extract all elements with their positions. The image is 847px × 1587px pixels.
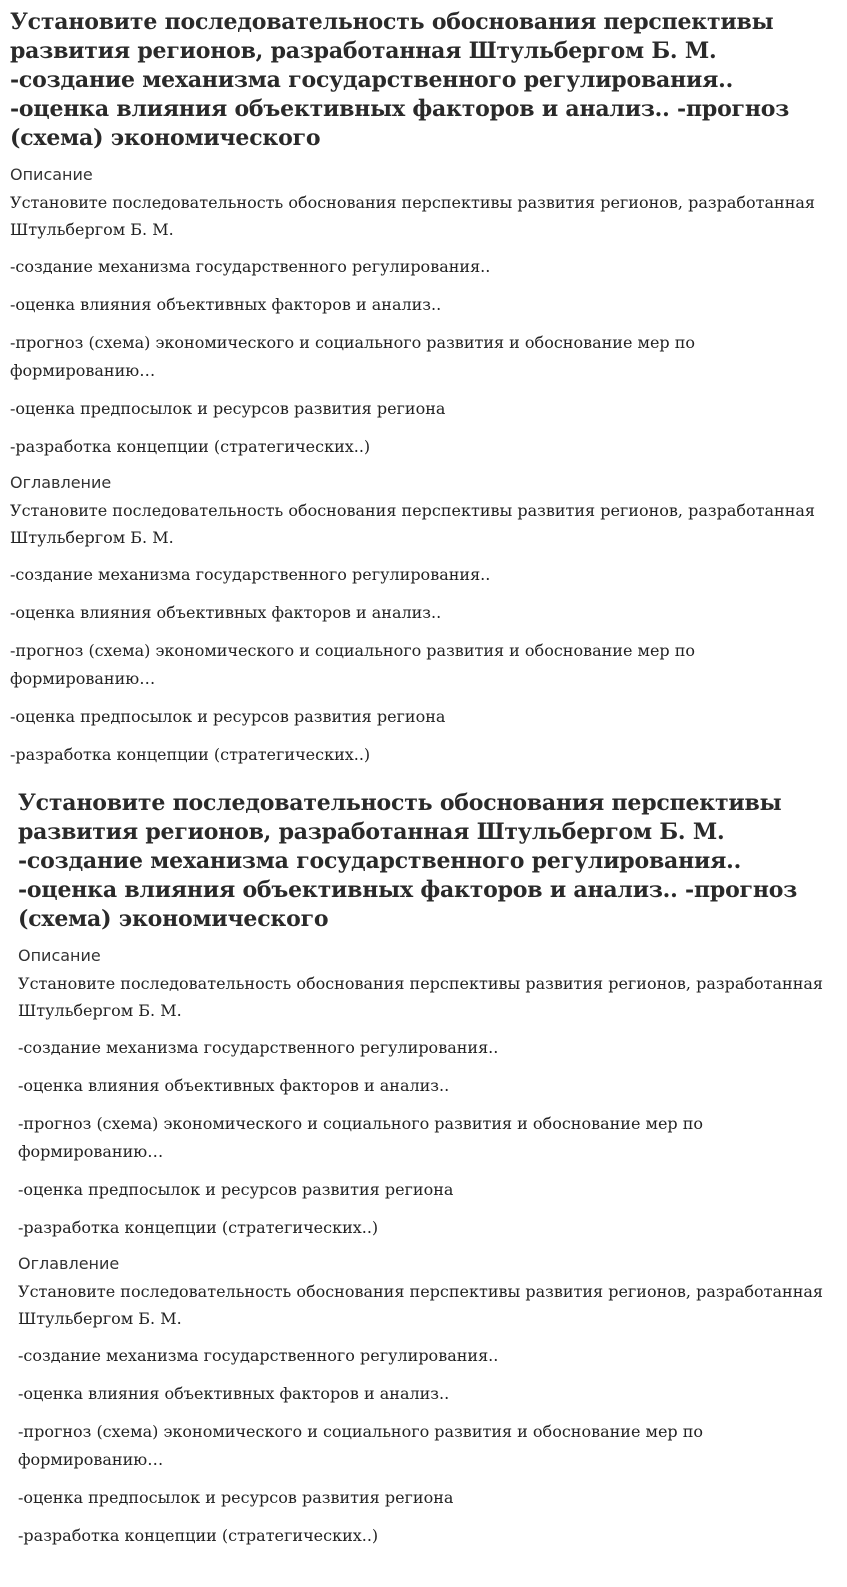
document-title: Установите последовательность обоснования перспективы развития регионов, разработанная Штульбергом Б. М. -создание механизма государственного регулирования.. -оценка влияния объективных факторов и анализ.. -прогноз (схема) экономического	[18, 790, 798, 932]
contents-lead: Установите последовательность обоснования перспективы развития регионов, разработанная Штульбергом Б. М.	[10, 501, 815, 547]
contents-item: -разработка концепции (стратегических..)	[10, 745, 371, 764]
description-item: -создание механизма государственного регулирования..	[18, 1038, 499, 1057]
contents-item: -оценка влияния объективных факторов и анализ..	[18, 1384, 450, 1403]
contents-section	[10, 473, 837, 769]
description-item: -оценка предпосылок и ресурсов развития региона	[18, 1180, 454, 1199]
contents-item: -разработка концепции (стратегических..)	[18, 1526, 379, 1545]
contents-item: -оценка предпосылок и ресурсов развития региона	[18, 1488, 454, 1507]
description-label: Описание	[18, 946, 101, 965]
description-item: -оценка влияния объективных факторов и анализ..	[10, 295, 442, 314]
contents-section	[18, 1254, 837, 1550]
document-block	[0, 0, 847, 769]
description-lead: Установите последовательность обоснования перспективы развития регионов, разработанная Штульбергом Б. М.	[10, 193, 815, 239]
description-section	[10, 165, 837, 461]
contents-item: -создание механизма государственного регулирования..	[10, 565, 491, 584]
description-item: -прогноз (схема) экономического и социального развития и обоснование мер по формированию…	[10, 333, 696, 380]
contents-label: Оглавление	[18, 1254, 120, 1273]
description-lead: Установите последовательность обоснования перспективы развития регионов, разработанная Штульбергом Б. М.	[18, 974, 823, 1020]
description-item: -создание механизма государственного регулирования..	[10, 257, 491, 276]
contents-item: -прогноз (схема) экономического и социального развития и обоснование мер по формированию…	[10, 641, 696, 688]
description-item: -прогноз (схема) экономического и социального развития и обоснование мер по формированию…	[18, 1114, 704, 1161]
contents-item: -создание механизма государственного регулирования..	[18, 1346, 499, 1365]
description-item: -оценка предпосылок и ресурсов развития региона	[10, 399, 446, 418]
document-title: Установите последовательность обоснования перспективы развития регионов, разработанная Штульбергом Б. М. -создание механизма государственного регулирования.. -оценка влияния объективных факторов и анализ.. -прогноз (схема) экономического	[10, 9, 790, 151]
description-item: -разработка концепции (стратегических..)	[10, 437, 371, 456]
contents-item: -оценка предпосылок и ресурсов развития региона	[10, 707, 446, 726]
description-item: -разработка концепции (стратегических..)	[18, 1218, 379, 1237]
contents-label: Оглавление	[10, 473, 112, 492]
contents-item: -оценка влияния объективных факторов и анализ..	[10, 603, 442, 622]
contents-item: -прогноз (схема) экономического и социального развития и обоснование мер по формированию…	[18, 1422, 704, 1469]
document-block	[0, 779, 847, 1550]
description-label: Описание	[10, 165, 93, 184]
description-item: -оценка влияния объективных факторов и анализ..	[18, 1076, 450, 1095]
contents-lead: Установите последовательность обоснования перспективы развития регионов, разработанная Штульбергом Б. М.	[18, 1282, 823, 1328]
description-section	[18, 946, 837, 1242]
